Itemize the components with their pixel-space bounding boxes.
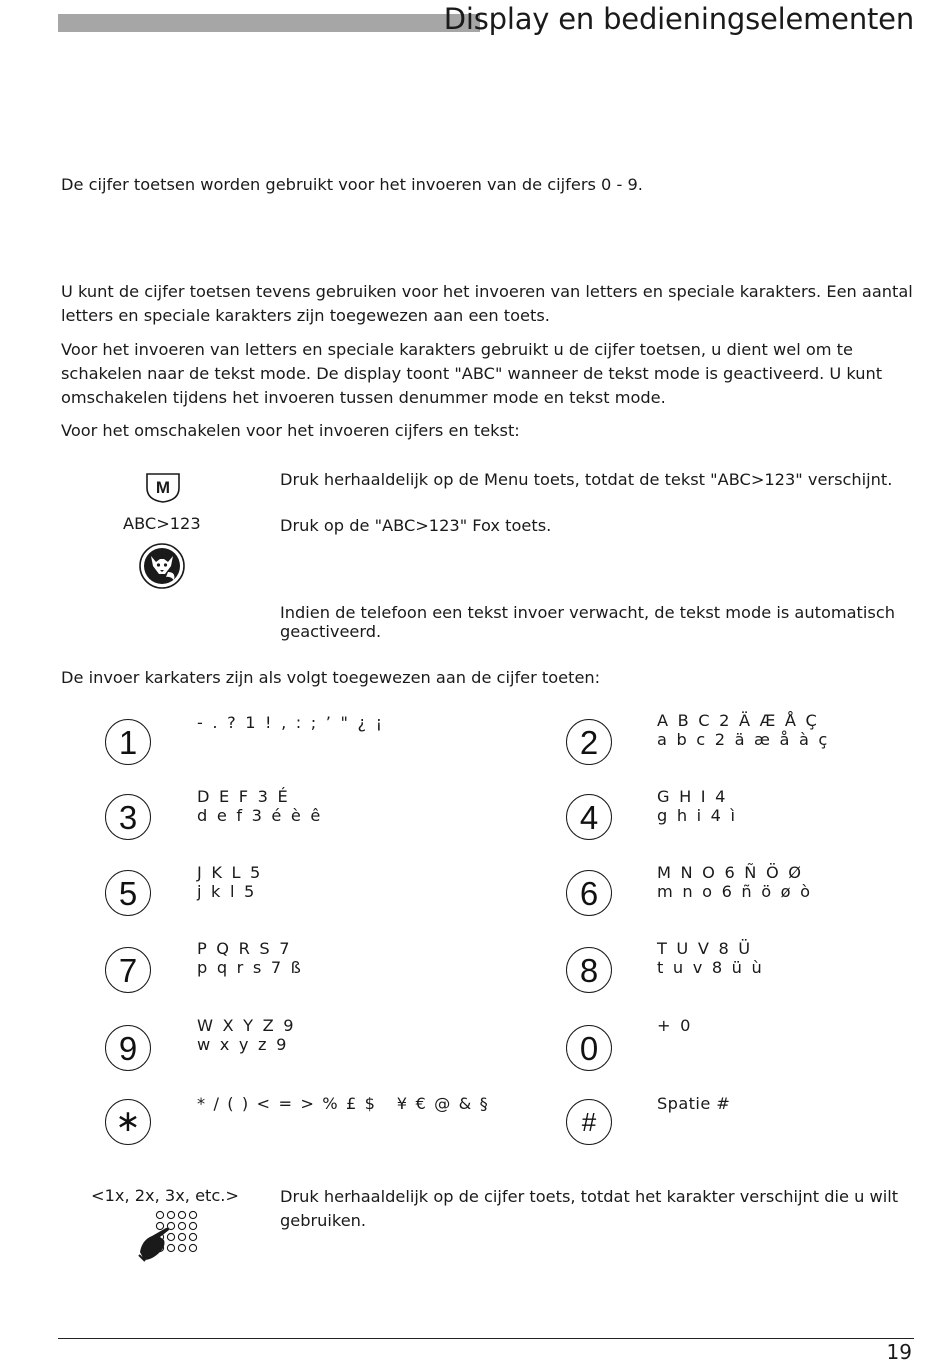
paragraph-switch: Voor het omschakelen voor het invoeren cijfers en tekst: [61,421,520,440]
key-5-uppercase: J K L 5 [197,863,263,882]
key-hash-characters: Spatie # [657,1094,731,1113]
key-8-lowercase: t u v 8 ü ù [657,958,764,977]
key-6-icon: 6 [566,870,612,916]
key-2-lowercase: a b c 2 ä æ å à ç [657,730,830,749]
key-3-uppercase: D E F 3 É [197,787,290,806]
paragraph-letters: U kunt de cijfer toetsen tevens gebruiken voor het invoeren van letters en speciale karakters. Een aantal letters en speciale karakters zijn toegewezen aan een toets. [61,282,913,325]
key-star-icon: ∗ [105,1099,151,1145]
key-8-uppercase: T U V 8 Ü [657,939,753,958]
key-9-lowercase: w x y z 9 [197,1035,289,1054]
key-0-icon: 0 [566,1025,612,1071]
key-4-uppercase: G H I 4 [657,787,728,806]
paragraph-number-keys: De cijfer toetsen worden gebruikt voor het invoeren van de cijfers 0 - 9. [61,175,643,194]
key-4-icon: 4 [566,794,612,840]
key-6-uppercase: M N O 6 Ñ Ö Ø [657,863,804,882]
key-7-icon: 7 [105,947,151,993]
auto-text-mode-note: Indien de telefoon een tekst invoer verwacht, de tekst mode is automatisch geactiveerd. [280,603,895,641]
key-3-icon: 3 [105,794,151,840]
repeat-press-text: Druk herhaaldelijk op de cijfer toets, totdat het karakter verschijnt die u wilt gebruiken. [280,1187,899,1230]
key-7-uppercase: P Q R S 7 [197,939,292,958]
key-5-lowercase: j k l 5 [197,882,257,901]
menu-key-label: M [155,478,171,497]
page-title: Display en bedieningselementen [443,2,914,36]
key-0-characters: + 0 [657,1016,693,1035]
key-2-icon: 2 [566,719,612,765]
fox-key-icon [138,542,188,590]
footer-rule [58,1338,914,1339]
key-1-icon: 1 [105,719,151,765]
menu-step-text: Druk herhaaldelijk op de Menu toets, totdat de tekst "ABC>123" verschijnt. [280,470,893,489]
paragraph-text-mode: Voor het invoeren van letters en speciale karakters gebruikt u de cijfer toetsen, u dient wel om te schakelen naar de tekst mode. De display toont "ABC" wanneer de tekst mode is geactiveerd. U kunt omschakelen tijdens het invoeren tussen denummer mode en tekst mode. [61,340,883,407]
key-1-characters: - . ? 1 ! , : ; ’ " ¿ ¡ [197,713,385,732]
page-number: 19 [886,1340,912,1364]
key-2-uppercase: A B C 2 Ä Æ Å Ç [657,711,820,730]
key-9-icon: 9 [105,1025,151,1071]
fox-key-label: ABC>123 [123,514,201,533]
key-star-characters: * / ( ) < = > % £ $ ¥ € @ & § [197,1094,490,1113]
key-6-lowercase: m n o 6 ñ ö ø ò [657,882,813,901]
fox-step-text: Druk op de "ABC>123" Fox toets. [280,516,552,535]
key-hash-icon: # [566,1099,612,1145]
key-4-lowercase: g h i 4 ì [657,806,738,825]
key-8-icon: 8 [566,947,612,993]
paragraph-assignment: De invoer karkaters zijn als volgt toegewezen aan de cijfer toeten: [61,668,601,687]
key-9-uppercase: W X Y Z 9 [197,1016,296,1035]
header-bar [58,14,480,32]
key-3-lowercase: d e f 3 é è ê [197,806,323,825]
repeat-press-label: <1x, 2x, 3x, etc.> [91,1186,239,1205]
menu-key-icon [145,472,181,504]
key-7-lowercase: p q r s 7 ß [197,958,304,977]
key-5-icon: 5 [105,870,151,916]
keypad-press-icon [136,1210,202,1264]
